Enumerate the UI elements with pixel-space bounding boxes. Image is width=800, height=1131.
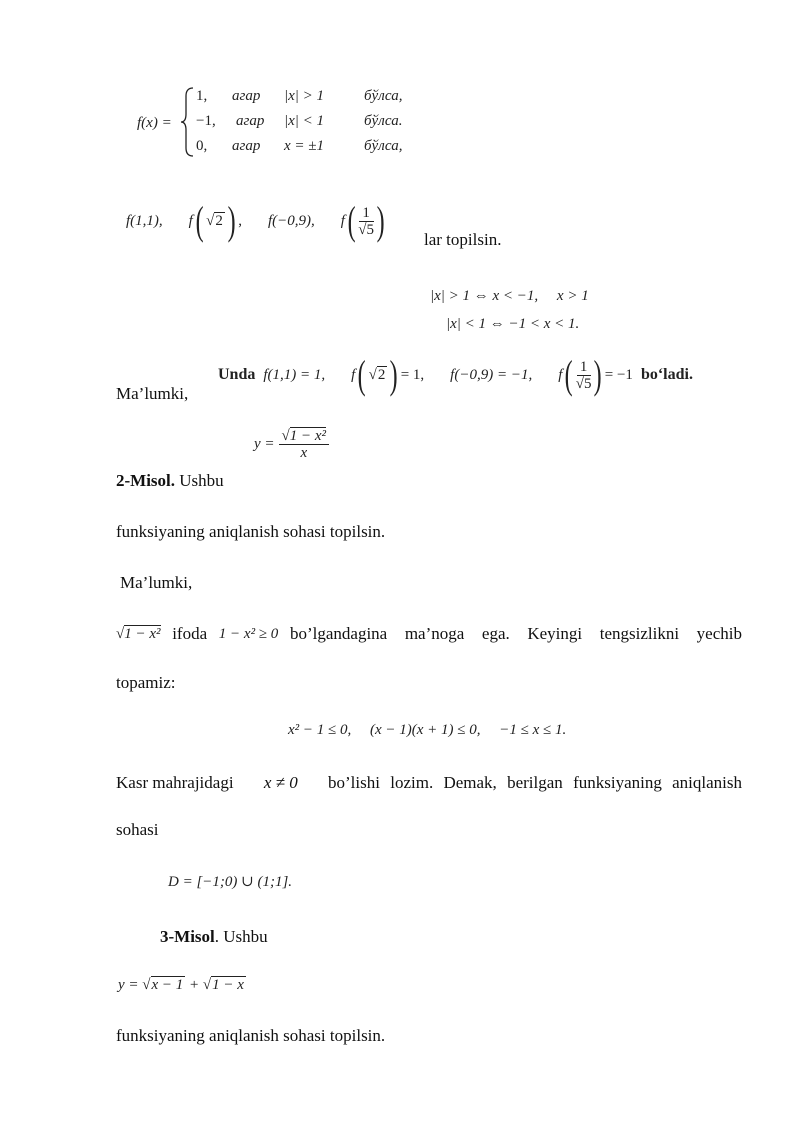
misol3-sqrt-1: √x − 1 [142,977,184,993]
misol2-task: funksiyaning aniqlanish sohasi topilsin. [116,522,386,541]
paren-open: ( [565,352,574,397]
unda-f4-name: f [558,366,563,383]
malumki-text-1: Ma’lumki, [116,384,189,403]
misol2-label: 2-Misol. [116,471,176,490]
misol2-kasr-b: bo’lishi lozim. Demak, berilgan funksiyaning aniqlanish [328,773,742,792]
unda-word: Unda [218,366,256,383]
misol2-malumki: Ma’lumki, [120,573,193,592]
value-f3: f(−0,9), [267,212,315,229]
misol3-sqrt-2-radicand: 1 − x [212,977,244,993]
unda-f2-name: f [351,366,356,383]
sqrt-five-radicand: 5 [366,221,374,238]
misol3-task: funksiyaning aniqlanish sohasi topilsin. [116,1026,386,1045]
piecewise-val: 0, [196,138,208,154]
piecewise-word: агар [232,88,261,104]
paren-close: ) [390,352,399,397]
misol2-numerator: √1 − x² [279,428,330,445]
equivalence-line-1: |x| > 1 ⇔ x < −1, x > 1 [430,288,589,304]
misol2-sqrt-expr: √1 − x² [116,626,161,642]
misol2-inequality: x² − 1 ≤ 0, (x − 1)(x + 1) ≤ 0, −1 ≤ x ≤ 1. [288,722,567,738]
misol3-sqrt-1-radicand: x − 1 [151,977,184,993]
paren-open: ( [195,198,204,243]
fraction-numerator: 1 [359,205,373,222]
fraction-denominator: √5 [575,375,592,392]
unda-f3: f(−0,9) = −1, [450,366,533,383]
misol2-x-neq-0: x ≠ 0 [263,773,298,792]
misol2-sohasi: sohasi [116,820,159,839]
misol2-sqrt-radicand: 1 − x² [124,626,161,642]
piecewise-row-2 [196,113,402,130]
piecewise-word: агар [236,113,265,129]
paren-close: ) [594,352,603,397]
unda-line [218,350,693,400]
sqrt-two: √2 [368,366,386,383]
paren-open: ( [347,198,356,243]
misol3-formula-lhs: y = [118,977,139,993]
boladi-word: bo‘ladi. [640,366,693,383]
piecewise-cond: |x| > 1 [284,88,325,104]
misol2-kasr-a: Kasr mahrajidagi [116,773,234,792]
piecewise-cond: |x| < 1 [284,113,325,129]
piecewise-row-3 [196,138,402,155]
misol2-kasr-line [116,773,742,793]
piecewise-word: агар [232,138,261,154]
misol2-paragraph-rest: bo’lgandagina ma’noga ega. Keyingi tengsizlikni yechib [289,624,742,643]
misol2-denominator: x [300,445,308,461]
piecewise-brace [180,86,196,158]
equivalence-line-2: |x| < 1 ⇔ −1 < x < 1. [446,316,580,332]
piecewise-end: бўлса. [364,113,403,129]
sqrt-two-radicand: 2 [215,212,223,229]
values-line [126,196,387,246]
unda-f2-value: = 1, [400,366,425,383]
piecewise-val: 1, [196,88,208,104]
sqrt-five-radicand: 5 [583,375,592,392]
misol2-radicand: 1 − x² [289,428,327,444]
fraction-one-over-sqrt5 [358,205,374,238]
value-f1: f(1,1), [126,212,163,229]
paren-close: ) [376,198,385,243]
piecewise-lhs-text: f(x) = [137,115,172,131]
unda-f1: f(1,1) = 1, [263,366,326,383]
misol2-ushbu: Ushbu [175,471,224,490]
paren-open: ( [357,352,366,397]
sqrt-two-radicand: 2 [377,366,386,383]
misol2-fraction [279,428,330,461]
lar-topilsin-text: lar topilsin. [424,230,502,249]
unda-f4-value: = −1 [604,366,633,383]
value-f2-comma: , [238,212,242,229]
piecewise-cond: x = ±1 [284,138,325,154]
misol2-paragraph-line-1 [116,624,742,644]
piecewise-end: бўлса, [364,88,403,104]
misol2-heading [116,471,224,491]
misol2-formula-lhs: y = [254,436,275,452]
value-f2-name: f [188,212,193,229]
misol2-formula [254,428,329,461]
misol2-domain: D = [−1;0) ∪ (1;1]. [168,874,293,890]
piecewise-row-1 [196,88,402,105]
paren-close: ) [227,198,236,243]
sqrt-two: √2 [206,212,223,229]
misol3-sqrt-2: √1 − x [202,977,244,993]
piecewise-end: бўлса, [364,138,403,154]
misol2-condition: 1 − x² ≥ 0 [218,626,279,642]
misol3-ushbu: . Ushbu [214,927,268,946]
piecewise-lhs [137,115,172,132]
misol3-formula [118,977,246,994]
fraction-one-over-sqrt5 [576,359,592,392]
fraction-numerator: 1 [577,359,591,376]
misol3-plus: + [189,977,200,993]
misol3-label: 3-Misol [160,927,215,946]
fraction-denominator: √5 [358,221,374,238]
value-f4-name: f [340,212,345,229]
misol2-topamiz: topamiz: [116,673,176,692]
misol2-ifoda: ifoda [172,624,208,643]
piecewise-val: −1, [196,113,216,129]
misol3-heading [160,927,268,947]
